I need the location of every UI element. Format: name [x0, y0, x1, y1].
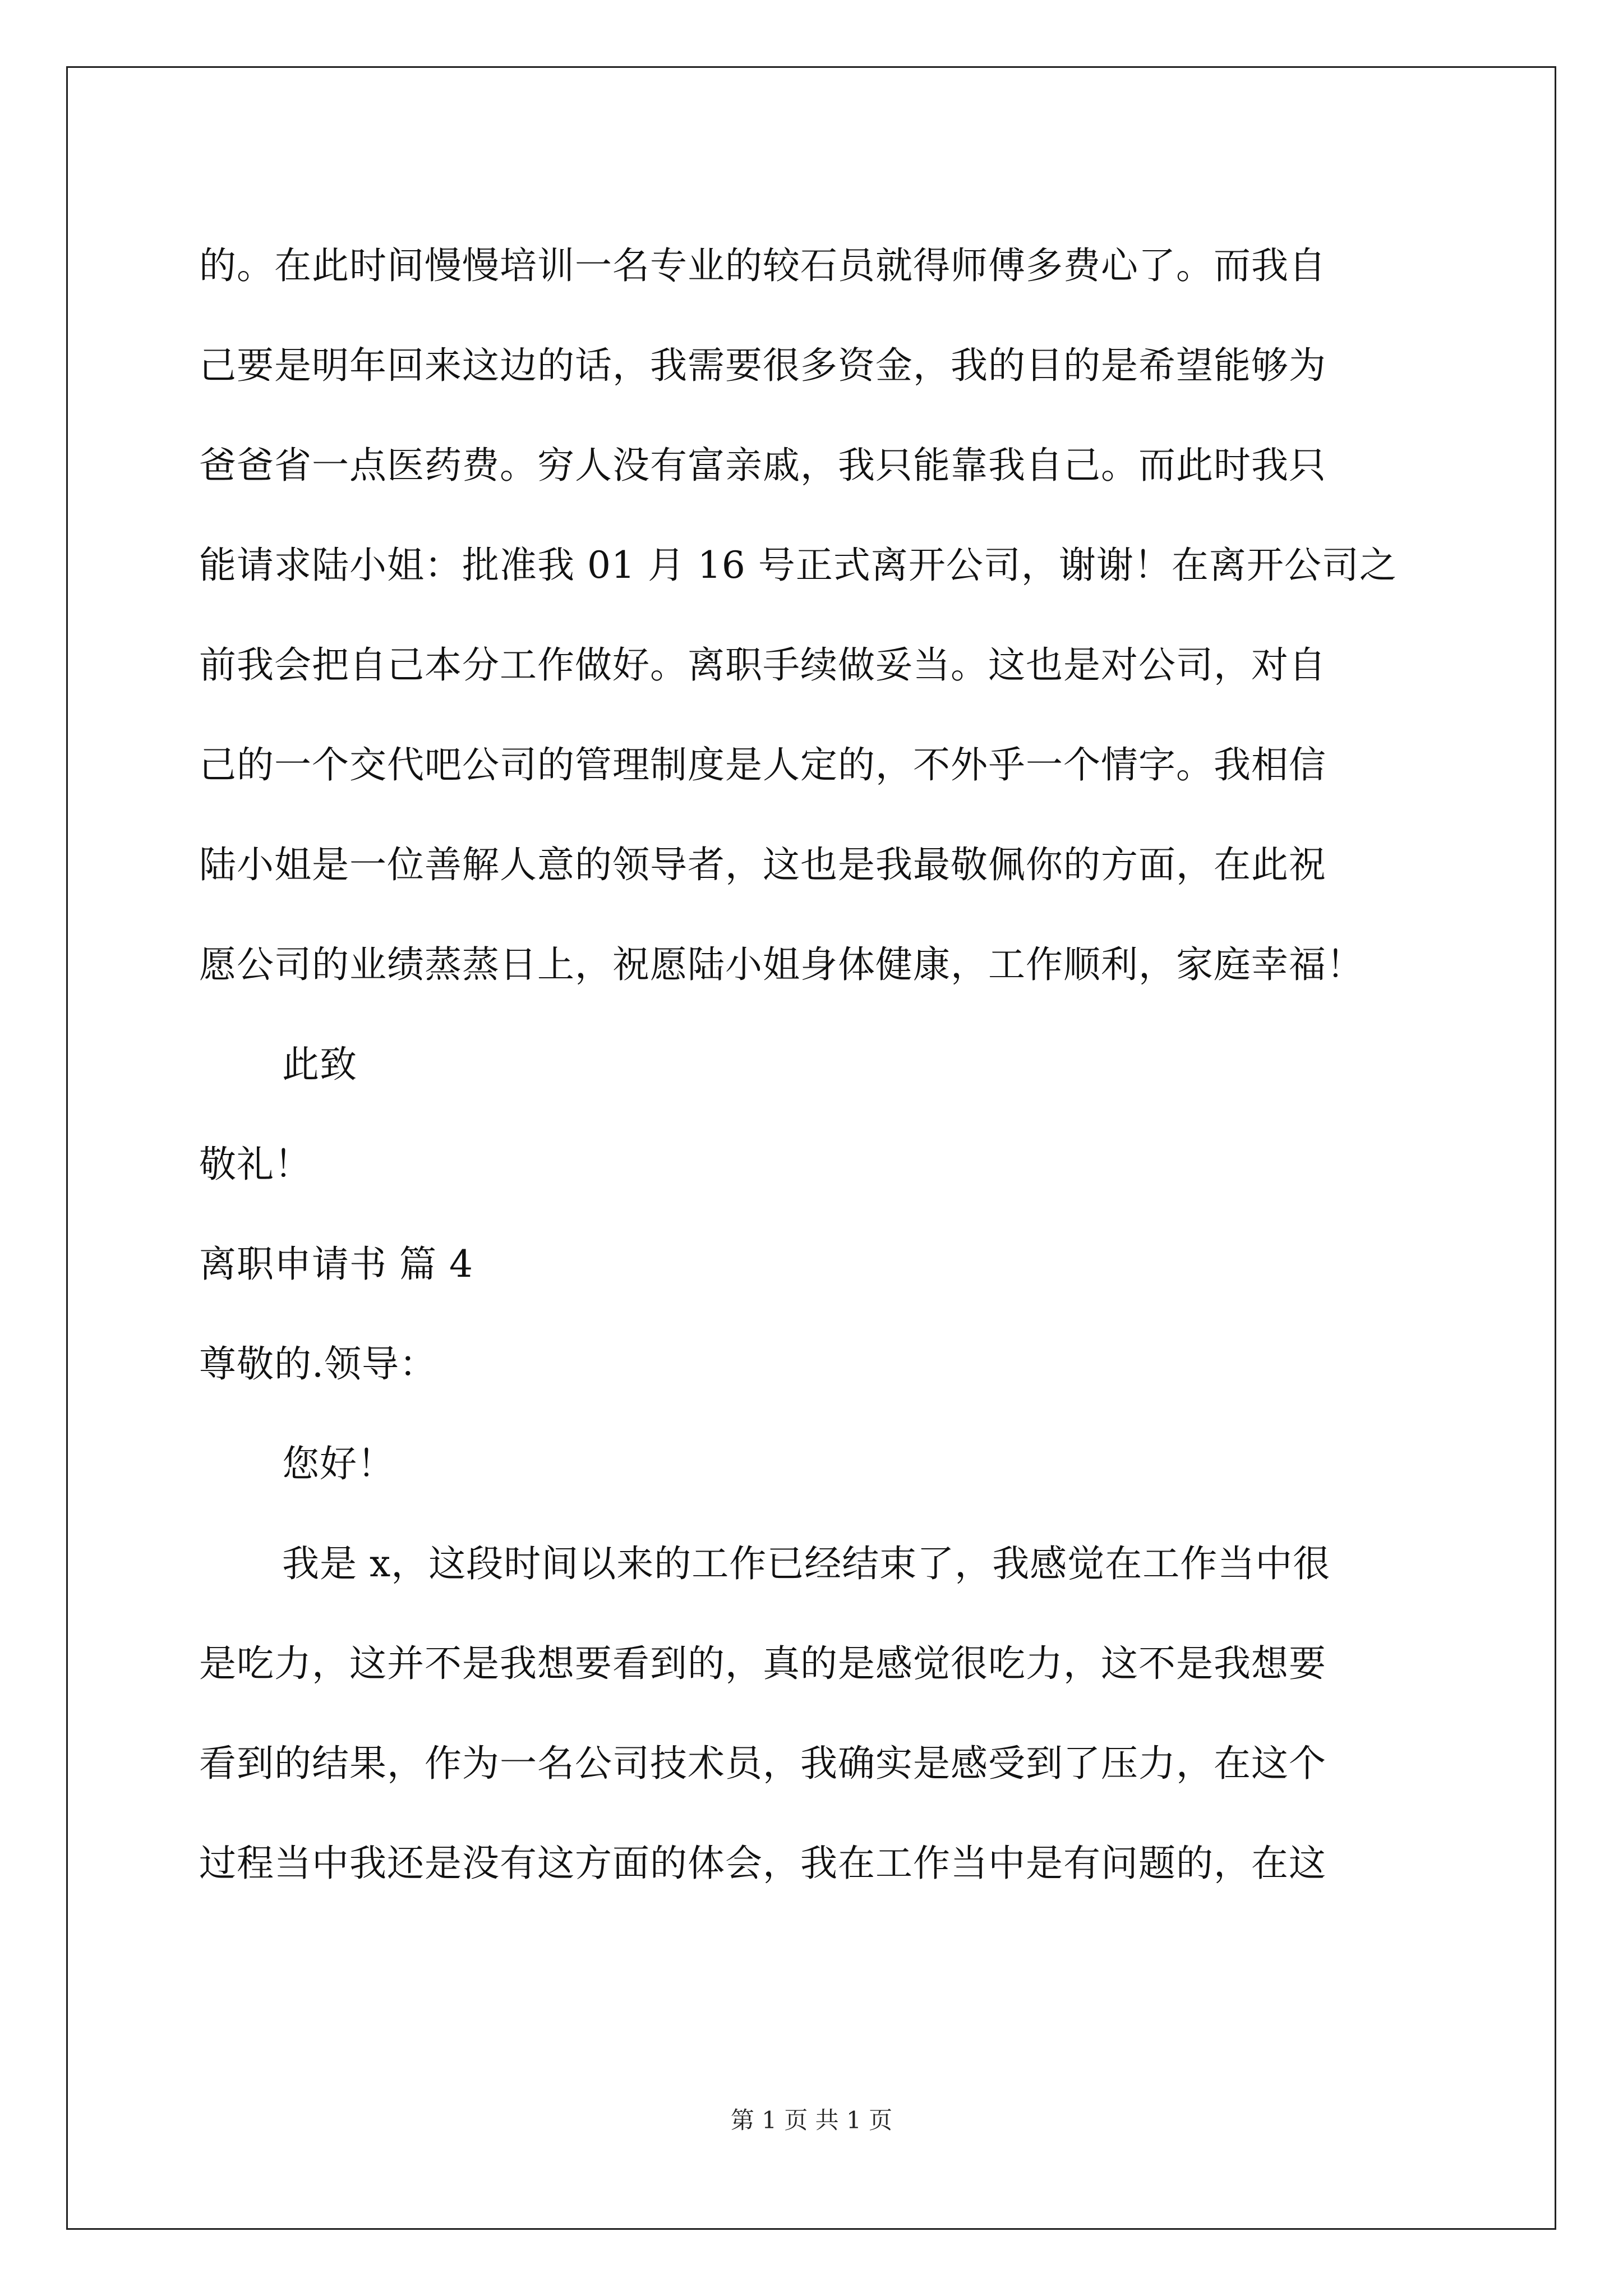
body-line: 我是 x，这段时间以来的工作已经结束了，我感觉在工作当中很 [282, 1542, 1331, 1585]
body-line: 能请求陆小姐：批准我 01 月 16 号正式离开公司，谢谢！在离开公司之 [199, 544, 1397, 587]
body-line: 前我会把自己本分工作做好。离职手续做妥当。这也是对公司，对自 [199, 643, 1326, 687]
closing-regards: 敬礼！ [199, 1143, 312, 1186]
body-line: 是吃力，这并不是我想要看到的，真的是感觉很吃力，这不是我想要 [199, 1642, 1326, 1685]
document-body [199, 216, 1427, 1913]
body-line: 愿公司的业绩蒸蒸日上，祝愿陆小姐身体健康，工作顺利，家庭幸福！ [199, 943, 1364, 986]
body-line: 看到的结果，作为一名公司技术员，我确实是感受到了压力，在这个 [199, 1742, 1326, 1785]
section-heading: 离职申请书 篇 4 [199, 1243, 473, 1286]
body-line: 陆小姐是一位善解人意的领导者，这也是我最敬佩你的方面，在此祝 [199, 843, 1326, 886]
body-line: 过程当中我还是没有这方面的体会，我在工作当中是有问题的，在这 [199, 1842, 1326, 1885]
letter-greeting: 您好！ [282, 1442, 395, 1485]
letter-recipient: 尊敬的.领导： [199, 1342, 437, 1386]
closing-salutation: 此致 [282, 1043, 357, 1086]
body-line: 爸爸省一点医药费。穷人没有富亲戚，我只能靠我自己。而此时我只 [199, 444, 1326, 487]
body-line: 的。在此时间慢慢培训一名专业的较石员就得师傅多费心了。而我自 [199, 244, 1326, 287]
body-line: 己的一个交代吧公司的管理制度是人定的，不外乎一个情字。我相信 [199, 743, 1326, 786]
page-footer: 第 1 页 共 1 页 [730, 2106, 893, 2134]
body-line: 己要是明年回来这边的话，我需要很多资金，我的目的是希望能够为 [199, 344, 1326, 387]
